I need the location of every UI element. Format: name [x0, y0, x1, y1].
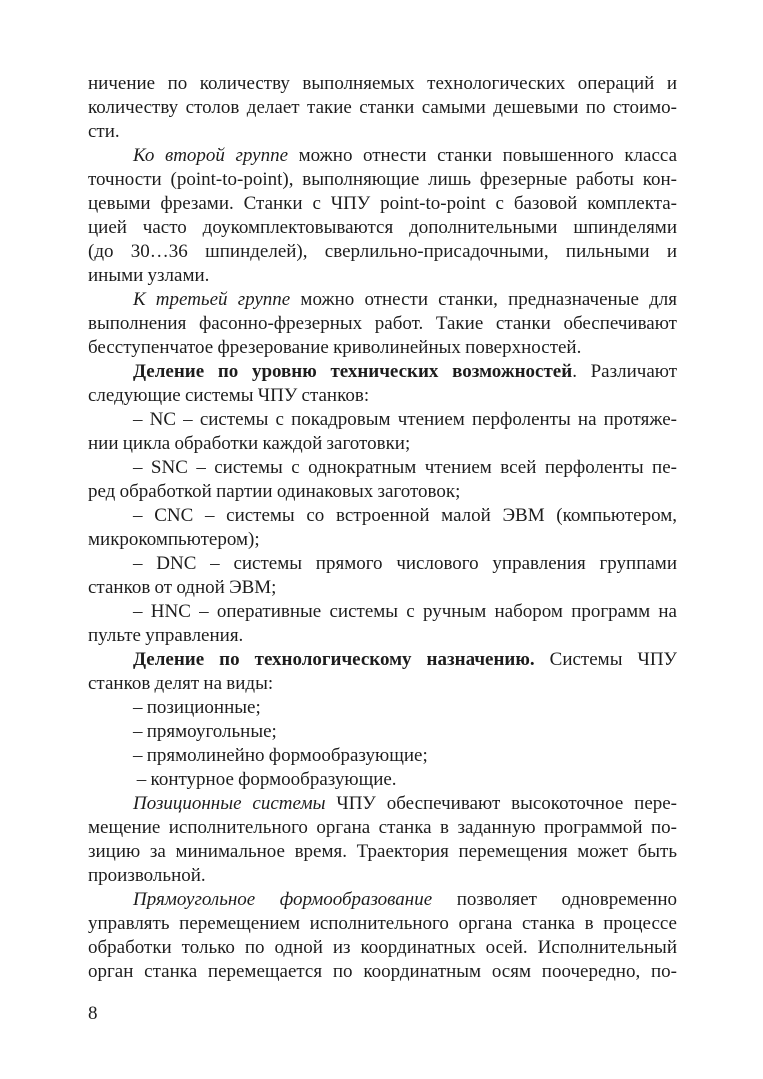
text-line: Позиционные системы ЧПУ обеспечивают высокоточное пере-: [133, 793, 678, 814]
text-line: орган станка перемещается по координатным осям поочередно, по-: [88, 961, 677, 982]
text-line: Деление по технологическому назначению. Системы ЧПУ: [133, 649, 677, 670]
text-line: станков от одной ЭВМ;: [88, 577, 277, 598]
text-line: – HNC – оперативные системы с ручным набором программ на: [133, 601, 677, 622]
paragraph: [88, 696, 677, 720]
paragraph: [88, 288, 677, 360]
text-line: – прямоугольные;: [133, 721, 277, 742]
text-line: ред обработкой партии одинаковых заготовок;: [88, 481, 461, 502]
text-line: – контурное формообразующие.: [133, 769, 397, 790]
paragraph: [88, 504, 677, 552]
text-line: точности (point-to-point), выполняющие лишь фрезерные работы кон-: [88, 169, 677, 190]
text-line: мещение исполнительного органа станка в заданную программой по-: [88, 817, 677, 838]
paragraph: [88, 600, 677, 648]
text-line: следующие системы ЧПУ станков:: [88, 385, 370, 406]
text-line: Ко второй группе можно отнести станки повышенного класса: [133, 145, 678, 166]
text-line: ничение по количеству выполняемых технологических операций и: [88, 73, 677, 94]
text-line: – CNC – системы со встроенной малой ЭВМ (компьютером,: [133, 505, 677, 526]
paragraph: [88, 360, 677, 408]
paragraph: [88, 552, 677, 600]
text-line: цией часто доукомплектовываются дополнительными шпинделями: [88, 217, 677, 238]
text-line: – прямолинейно формообразующие;: [133, 745, 428, 766]
text-line: произвольной.: [88, 865, 206, 886]
text-line: (до 30…36 шпинделей), сверлильно-присадочными, пильными и: [88, 241, 677, 262]
paragraph: [88, 648, 677, 696]
paragraph: [88, 456, 677, 504]
text-line: управлять перемещением исполнительного органа станка в процессе: [88, 913, 677, 934]
text-block: [88, 72, 677, 984]
text-line: иными узлами.: [88, 265, 210, 286]
paragraph: [88, 720, 677, 744]
text-line: нии цикла обработки каждой заготовки;: [88, 433, 411, 454]
text-line: цевыми фрезами. Станки с ЧПУ point-to-point с базовой комплекта-: [88, 193, 677, 214]
paragraph: [88, 744, 677, 768]
text-line: К третьей группе можно отнести станки, предназначеные для: [133, 289, 677, 310]
text-line: количеству столов делает такие станки самыми дешевыми по стоимо-: [88, 97, 677, 118]
text-line: станков делят на виды:: [88, 673, 274, 694]
text-line: Деление по уровню технических возможностей. Различают: [133, 361, 677, 382]
text-line: – SNC – системы с однократным чтением всей перфоленты пе-: [133, 457, 677, 478]
text-line: бесступенчатое фрезерование криволинейных поверхностей.: [88, 337, 582, 358]
text-line: – NC – системы с покадровым чтением перфоленты на протяже-: [133, 409, 677, 430]
paragraph: [88, 768, 677, 792]
text-line: обработки только по одной из координатных осей. Исполнительный: [88, 937, 677, 958]
paragraph: [88, 144, 677, 288]
text-line: зицию за минимальное время. Траектория перемещения может быть: [88, 841, 677, 862]
text-line: микрокомпьютером);: [88, 529, 260, 550]
paragraph: [88, 792, 677, 888]
paragraph: [88, 72, 677, 144]
paragraph: [88, 408, 677, 456]
text-line: – позиционные;: [133, 697, 261, 718]
text-line: – DNC – системы прямого числового управления группами: [133, 553, 677, 574]
text-line: Прямоугольное формообразование позволяет одновременно: [133, 889, 677, 910]
text-line: пульте управления.: [88, 625, 244, 646]
text-line: сти.: [88, 121, 120, 142]
text-line: выполнения фасонно-фрезерных работ. Такие станки обеспечивают: [88, 313, 677, 334]
page-number: 8: [88, 1003, 98, 1024]
paragraph: [88, 888, 677, 984]
